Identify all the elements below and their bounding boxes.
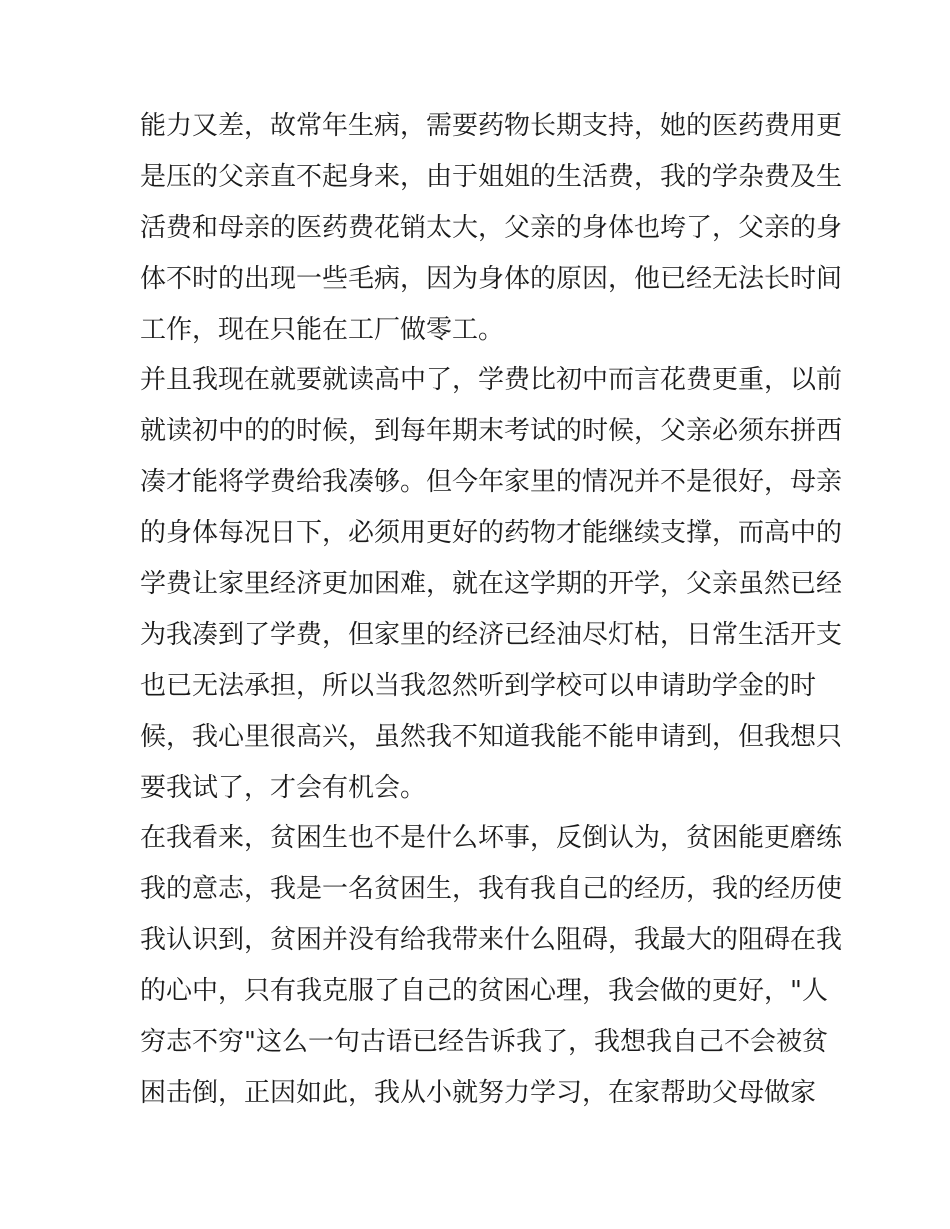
text-line: 穷志不穷"这么一句古语已经告诉我了，我想我自己不会被贫 — [140, 1027, 828, 1058]
text-line: 要我试了，才会有机会。 — [140, 772, 427, 803]
text-line: 就读初中的的时候，到每年期末考试的时候，父亲必须东拼西 — [140, 416, 843, 447]
text-line: 为我凑到了学费，但家里的经济已经油尽灯枯，日常生活开支 — [140, 619, 843, 650]
paragraph-1 — [140, 101, 843, 355]
text-line: 候，我心里很高兴，虽然我不知道我能不能申请到，但我想只 — [140, 721, 843, 752]
text-line: 的身体每况日下，必须用更好的药物才能继续支撑，而高中的 — [140, 518, 843, 549]
text-line: 工作，现在只能在工厂做零工。 — [140, 314, 505, 345]
text-line: 我的意志，我是一名贫困生，我有我自己的经历，我的经历使 — [140, 874, 843, 905]
paragraph-2 — [140, 355, 843, 813]
text-line: 体不时的出现一些毛病，因为身体的原因，他已经无法长时间 — [140, 263, 843, 294]
text-line: 是压的父亲直不起身来，由于姐姐的生活费，我的学杂费及生 — [140, 161, 843, 192]
text-line: 在我看来，贫困生也不是什么坏事，反倒认为，贫困能更磨练 — [140, 823, 843, 854]
text-line: 学费让家里经济更加困难，就在这学期的开学，父亲虽然已经 — [140, 569, 843, 600]
text-line: 并且我现在就要就读高中了，学费比初中而言花费更重，以前 — [140, 365, 843, 396]
document-body — [140, 101, 843, 1119]
text-line: 我认识到，贫困并没有给我带来什么阻碍，我最大的阻碍在我 — [140, 925, 843, 956]
text-line: 能力又差，故常年生病，需要药物长期支持，她的医药费用更 — [140, 111, 843, 141]
paragraph-3 — [140, 813, 843, 1118]
text-line: 活费和母亲的医药费花销太大，父亲的身体也垮了，父亲的身 — [140, 212, 843, 243]
text-line: 困击倒，正因如此，我从小就努力学习，在家帮助父母做家 — [140, 1077, 817, 1108]
text-line: 凑才能将学费给我凑够。但今年家里的情况并不是很好，母亲 — [140, 467, 843, 498]
text-line: 的心中，只有我克服了自己的贫困心理，我会做的更好，"人 — [140, 976, 828, 1007]
text-line: 也已无法承担，所以当我忽然听到学校可以申请助学金的时 — [140, 670, 817, 701]
